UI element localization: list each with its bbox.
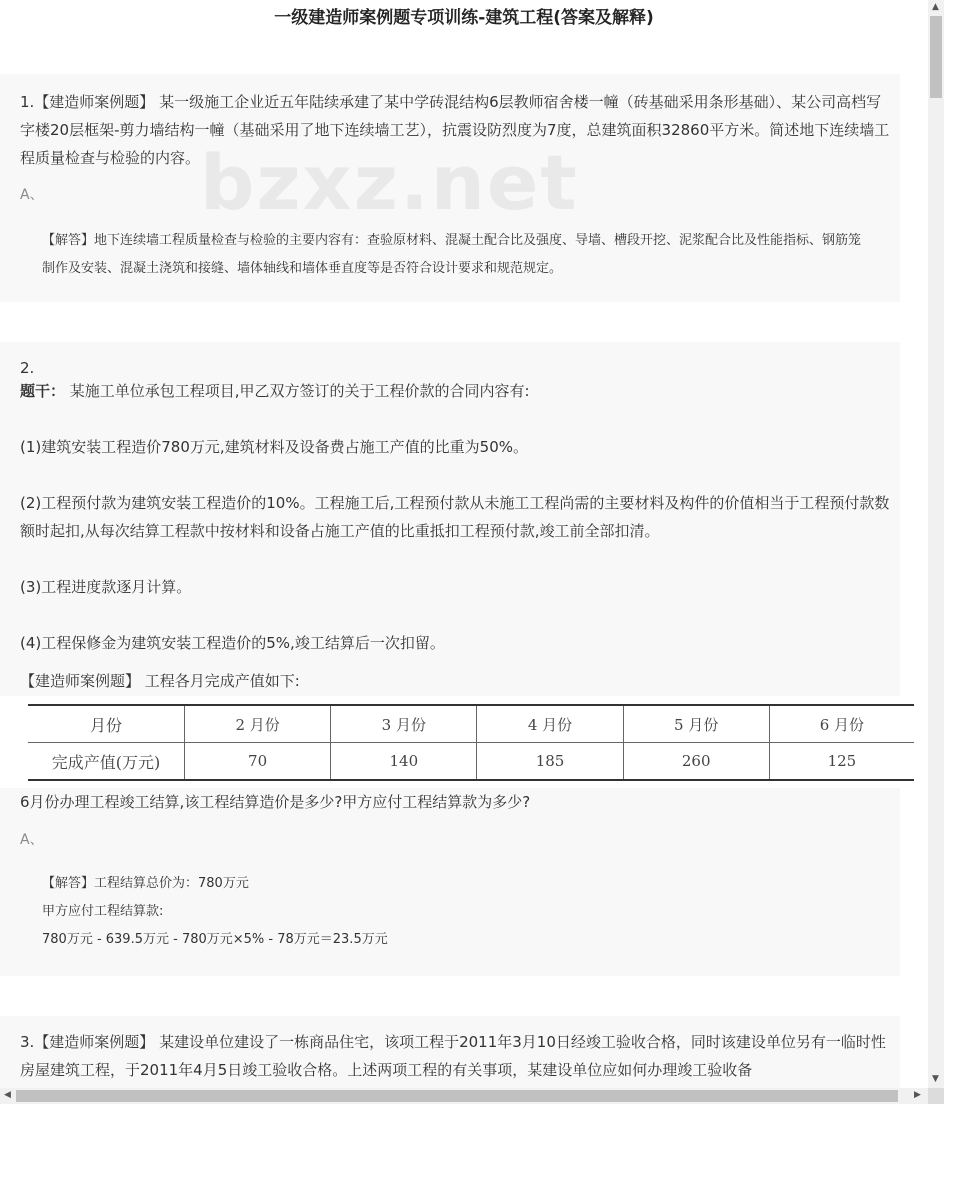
question-2-stem — [20, 377, 900, 405]
table-cell: 185 — [477, 743, 623, 781]
question-3-text: 3.【建造师案例题】 某建设单位建设了一栋商品住宅，该项工程于2011年3月10日经竣工验收合格，同时该建设单位另有一临时性房屋建筑工程，于2011年4月5日竣工验收合格。上述两项工程的有关事项，某建设单位应如何办理竣工验收备 — [20, 1033, 886, 1079]
horizontal-scrollbar[interactable] — [0, 1088, 928, 1104]
table-cell: 125 — [769, 743, 914, 781]
table-cell: 5 月份 — [623, 705, 769, 743]
page-title: 一级建造师案例题专项训练-建筑工程(答案及解释) — [274, 8, 654, 28]
question-1-text: 1.【建造师案例题】 某一级施工企业近五年陆续承建了某中学砖混结构6层教师宿舍楼一幢（砖基础采用条形基础）、某公司高档写字楼20层框架-剪力墙结构一幢（基础采用了地下连续墙工艺），抗震设防烈度为7度，总建筑面积32860平方米。简述地下连续墙工程质量检查与检验的内容。 — [20, 93, 890, 167]
table-intro: 【建造师案例题】 工程各月完成产值如下: — [20, 672, 300, 690]
answer-line: 【解答】工程结算总价为：780万元 — [42, 876, 249, 891]
question-2-number: 2. — [20, 359, 35, 377]
output-table-image — [28, 704, 914, 781]
scrollbar-corner — [928, 1088, 944, 1104]
table-cell: 4 月份 — [477, 705, 623, 743]
question-2-item: (1)建筑安装工程造价780万元,建筑材料及设备费占施工产值的比重为50%。 — [20, 438, 528, 456]
answer-line: 780万元 - 639.5万元 - 780万元×5% - 78万元＝23.5万元 — [42, 932, 388, 947]
question-2-item: (3)工程进度款逐月计算。 — [20, 578, 192, 596]
stem-label: 题干： — [20, 382, 66, 400]
question-block-3 — [0, 1016, 900, 1088]
table-cell: 260 — [623, 743, 769, 781]
question-block-1 — [0, 74, 900, 302]
scroll-right-arrow-icon[interactable]: ▶ — [914, 1090, 921, 1100]
horizontal-scroll-thumb[interactable] — [16, 1090, 898, 1102]
table-cell: 月份 — [28, 705, 185, 743]
table-row — [28, 743, 914, 781]
question-1-answer: 【解答】地下连续墙工程质量检查与检验的主要内容有：查验原材料、混凝土配合比及强度、导墙、槽段开挖、泥浆配合比及性能指标、钢筋笼制作及安装、混凝土浇筑和接缝、墙体轴线和墙体垂直度等是否符合设计要求和规范规定。 — [42, 233, 862, 276]
output-value-table — [28, 704, 914, 781]
question-2-option-a[interactable]: A、 — [20, 832, 44, 848]
vertical-scroll-thumb[interactable] — [930, 16, 942, 98]
question-2-answer — [42, 870, 872, 954]
question-2-item: (4)工程保修金为建筑安装工程造价的5%,竣工结算后一次扣留。 — [20, 634, 445, 652]
scroll-up-arrow-icon[interactable]: ▲ — [932, 2, 939, 12]
question-2-question: 6月份办理工程竣工结算,该工程结算造价是多少?甲方应付工程结算款为多少? — [20, 793, 531, 811]
scroll-down-arrow-icon[interactable]: ▼ — [932, 1074, 939, 1084]
vertical-scrollbar[interactable] — [928, 0, 944, 1088]
scroll-left-arrow-icon[interactable]: ◀ — [4, 1090, 11, 1100]
question-1-option-a[interactable]: A、 — [20, 187, 44, 203]
question-2-item: (2)工程预付款为建筑安装工程造价的10%。工程施工后,工程预付款从未施工工程尚需的主要材料及构件的价值相当于工程预付款数额时起扣,从每次结算工程款中按材料和设备占施工产值的比重抵扣工程预付款,竣工前全部扣清。 — [20, 494, 890, 540]
table-cell: 140 — [331, 743, 477, 781]
table-cell: 完成产值(万元) — [28, 743, 185, 781]
table-cell: 70 — [185, 743, 331, 781]
table-cell: 2 月份 — [185, 705, 331, 743]
answer-line: 甲方应付工程结算款: — [42, 904, 164, 919]
stem-text: 某施工单位承包工程项目,甲乙双方签订的关于工程价款的合同内容有: — [65, 382, 530, 400]
table-header-row — [28, 705, 914, 743]
question-block-2-answer — [0, 788, 900, 976]
table-cell: 3 月份 — [331, 705, 477, 743]
table-cell: 6 月份 — [769, 705, 914, 743]
watermark: bzxz.net — [200, 138, 579, 227]
